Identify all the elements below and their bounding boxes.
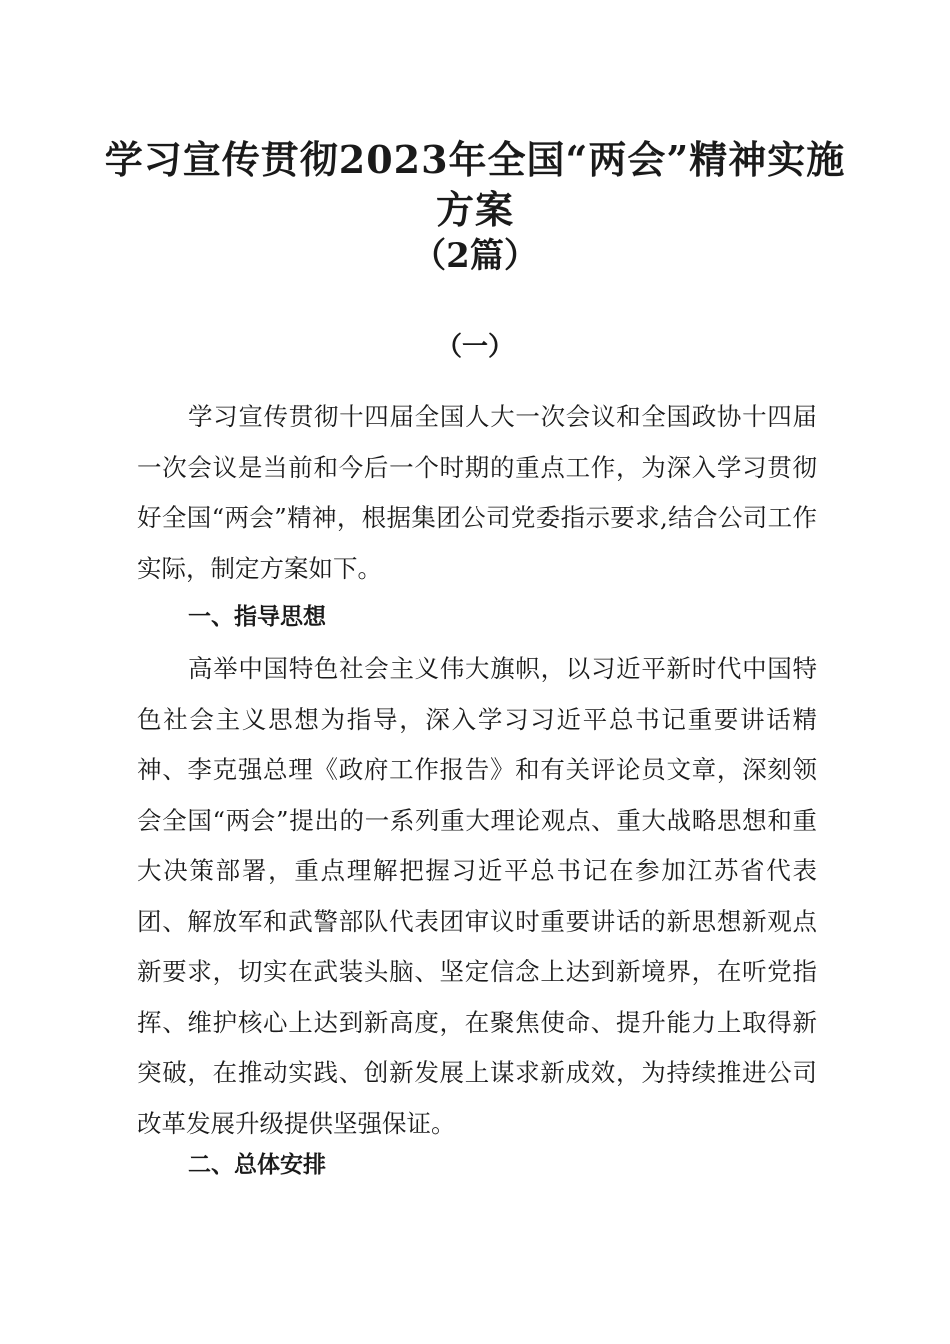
section-heading-overall-arrangement: 二、总体安排 xyxy=(188,1152,326,1178)
article-count: （2篇） xyxy=(412,236,538,276)
section-heading-guiding-ideology: 一、指导思想 xyxy=(188,604,326,630)
document-title-line-1: 学习宣传贯彻2023年全国“两会”精神实施 xyxy=(104,137,846,182)
part-label: （一） xyxy=(435,332,514,362)
guiding-ideology-paragraph: 高举中国特色社会主义伟大旗帜，以习近平新时代中国特色社会主义思想为指导，深入学习习近平总书记重要讲话精神、李克强总理《政府工作报告》和有关评论员文章，深刻领会全国“两会”提出的一系列重大理论观点、重大战略思想和重大决策部署，重点理解把握习近平总书记在参加江苏省代表团、解放军和武警部队代表团审议时重要讲话的新思想新观点新要求，切实在武装头脑、坚定信念上达到新境界，在听党指挥、维护核心上达到新高度，在聚焦使命、提升能力上取得新突破，在推动实践、创新发展上谋求新成效，为持续推进公司改革发展升级提供坚强保证。 xyxy=(137,654,817,1138)
intro-paragraph: 学习宣传贯彻十四届全国人大一次会议和全国政协十四届一次会议是当前和今后一个时期的重点工作，为深入学习贯彻好全国“两会”精神，根据集团公司党委指示要求,结合公司工作实际，制定方案如下。 xyxy=(137,402,817,583)
document-title-line-2: 方案 xyxy=(435,187,514,232)
